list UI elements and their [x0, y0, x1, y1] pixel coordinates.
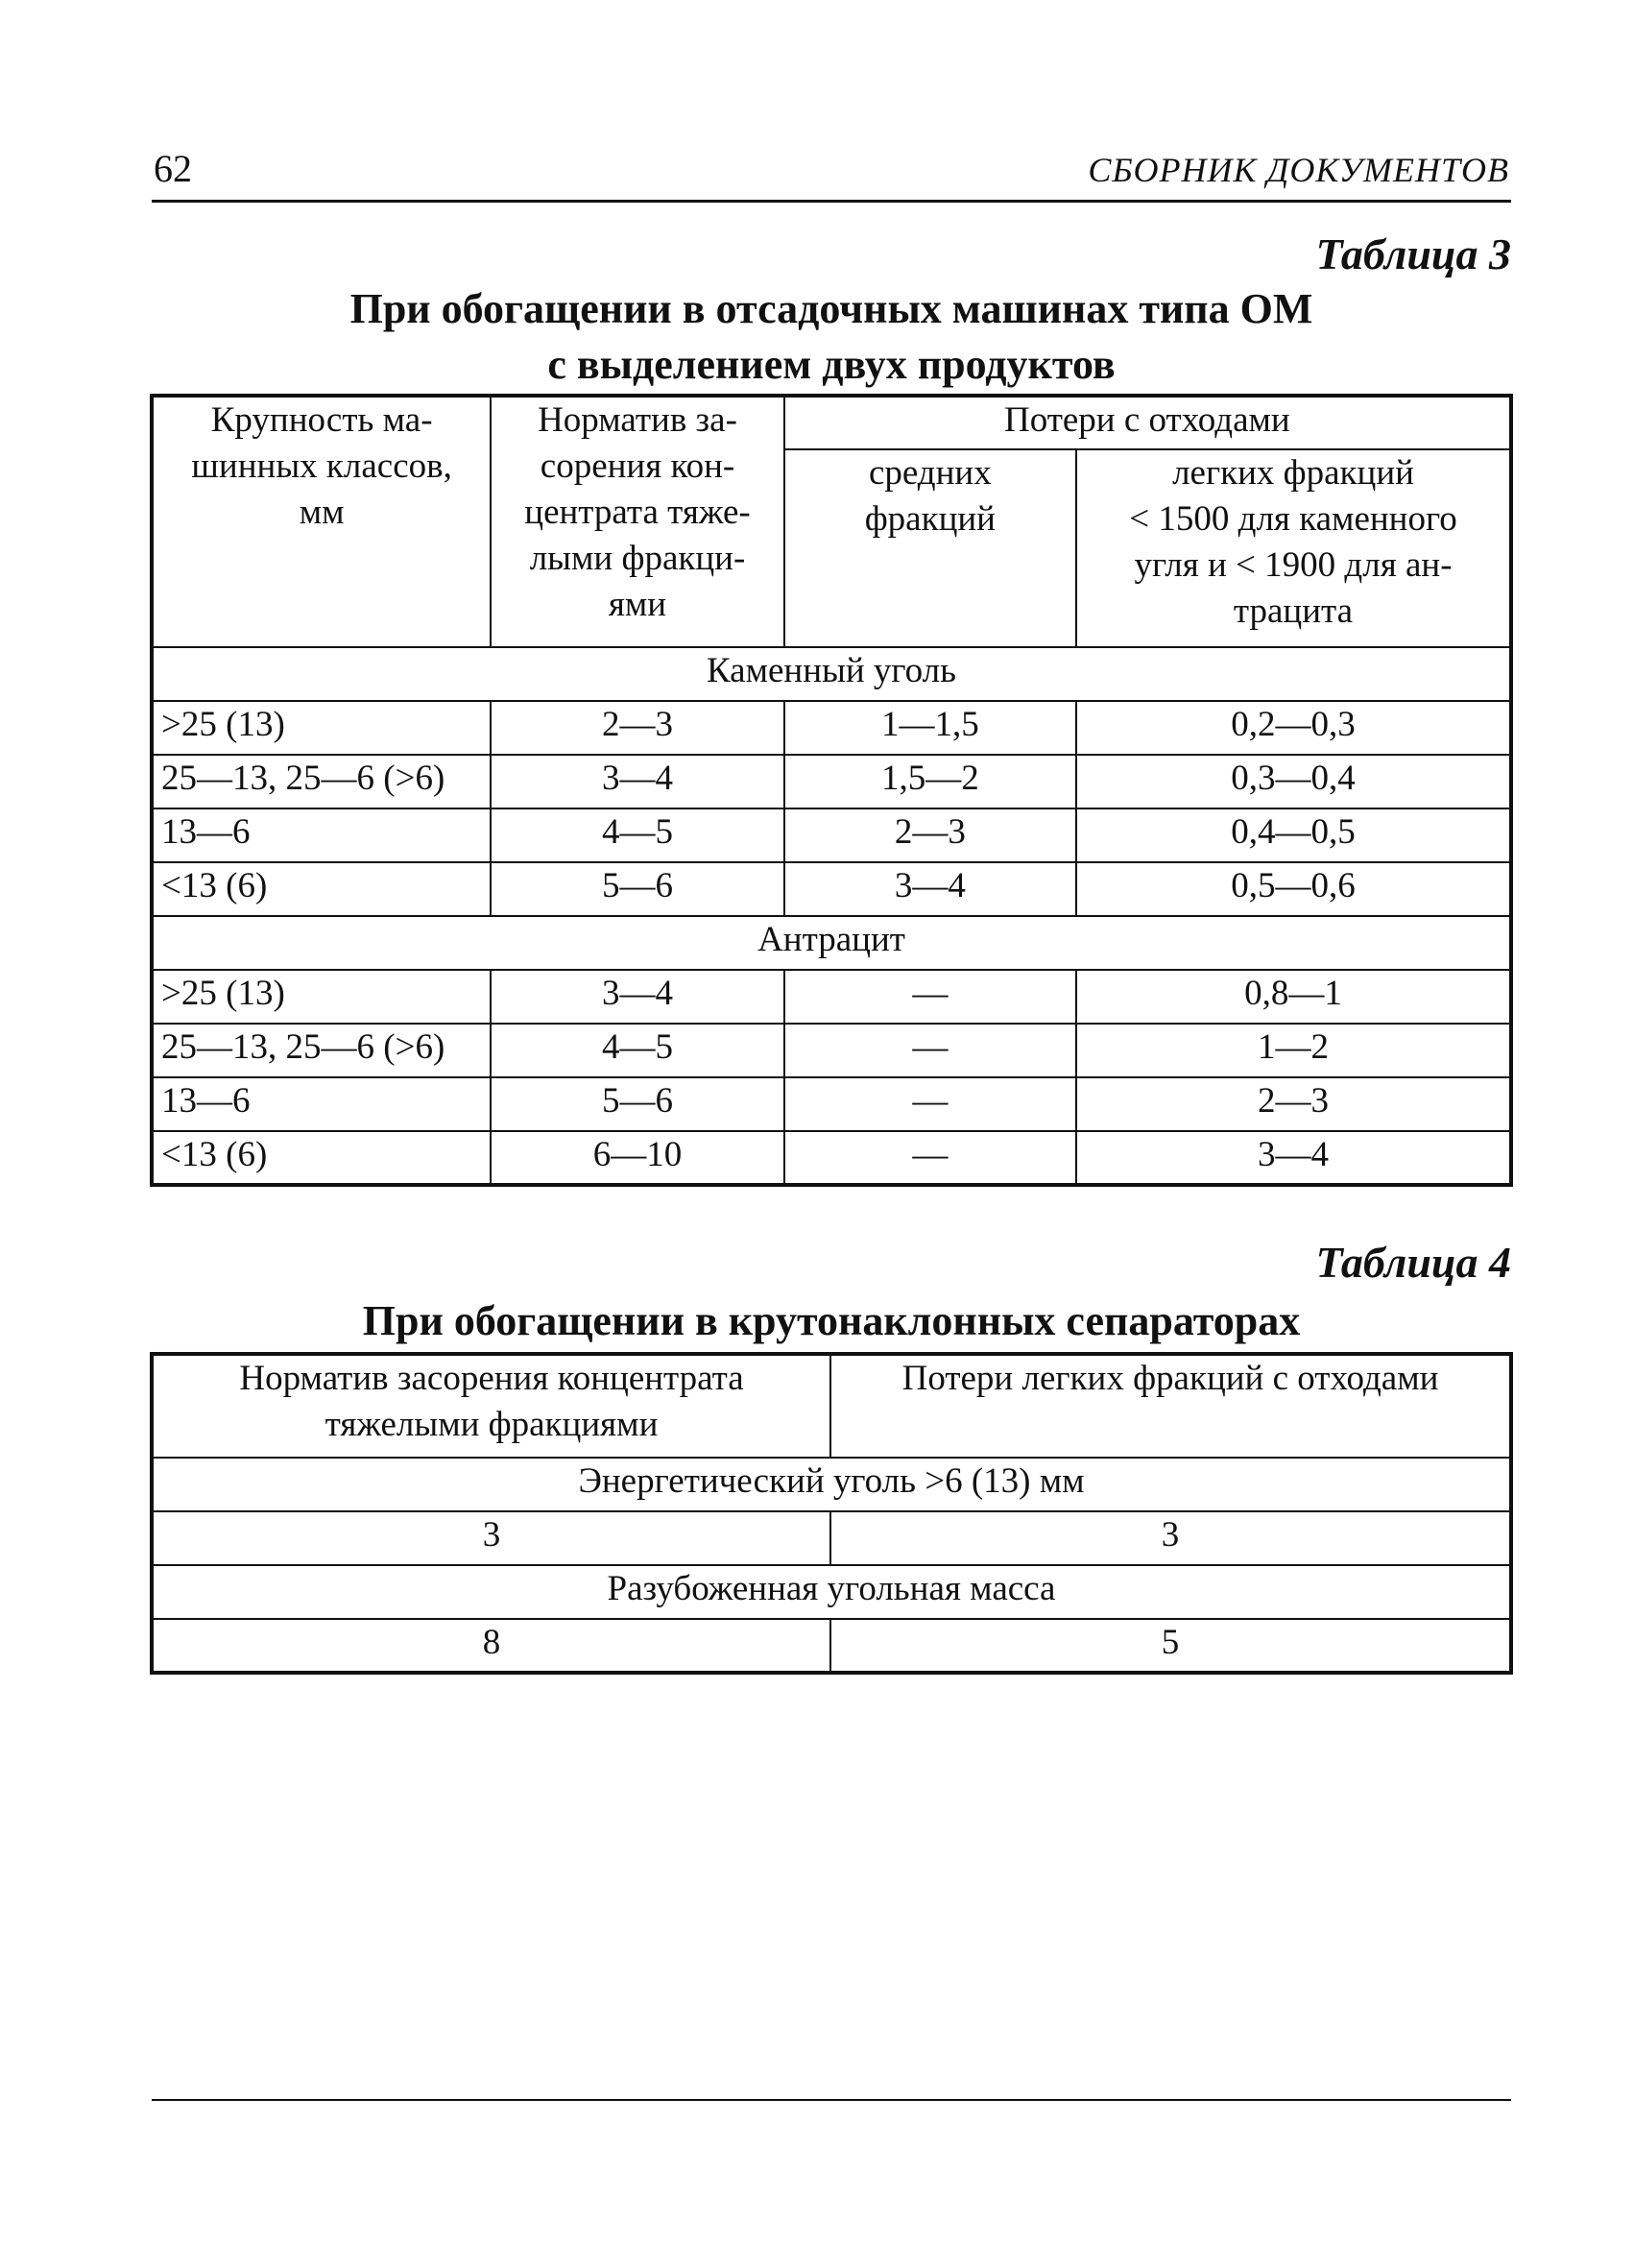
- table3-header-light: легких фракций < 1500 для каменного угля и < 1900 для ан- трацита: [1076, 449, 1511, 647]
- running-head: [152, 140, 1511, 203]
- table4-label: Таблица 4: [1315, 1238, 1511, 1287]
- table-cell: 0,3—0,4: [1076, 755, 1511, 808]
- table-cell: 2—3: [491, 701, 783, 755]
- table3-header-losses: Потери с отходами: [784, 396, 1511, 449]
- table-row: [152, 1077, 1511, 1131]
- page-number: 62: [154, 147, 192, 190]
- table-cell: —: [784, 1024, 1076, 1077]
- table-cell: 3—4: [491, 970, 783, 1024]
- table-cell: >25 (13): [152, 970, 491, 1024]
- table-cell: 5: [830, 1619, 1511, 1673]
- table-cell: 5—6: [491, 862, 783, 916]
- table-cell: 13—6: [152, 1077, 491, 1131]
- table4-section-title: Энергетический уголь >6 (13) мм: [152, 1458, 1511, 1511]
- table-cell: 25—13, 25—6 (>6): [152, 1024, 491, 1077]
- table-cell: —: [784, 1077, 1076, 1131]
- table3-header-size: Крупность ма- шинных классов, мм: [152, 396, 491, 647]
- table3-section-title: Каменный уголь: [152, 647, 1511, 701]
- running-title: СБОРНИК ДОКУМЕНТОВ: [1088, 151, 1509, 189]
- table-cell: 8: [152, 1619, 830, 1673]
- table-cell: 5—6: [491, 1077, 783, 1131]
- table3-header-norm: Норматив за- сорения кон- центрата тяже- лыми фракци- ями: [491, 396, 783, 647]
- table-cell: 0,2—0,3: [1076, 701, 1511, 755]
- table-cell: <13 (6): [152, 1131, 491, 1185]
- footer-rule: [152, 2099, 1511, 2101]
- table-row: [152, 1131, 1511, 1185]
- table-row: [152, 808, 1511, 862]
- table3-label: Таблица 3: [1315, 229, 1511, 278]
- table4: [150, 1352, 1513, 1675]
- table-cell: —: [784, 1131, 1076, 1185]
- table4-header-norm: Норматив засорения концентрата тяжелыми фракциями: [152, 1354, 830, 1458]
- table-cell: 2—3: [784, 808, 1076, 862]
- table-row: [152, 1619, 1511, 1673]
- table-row: [152, 862, 1511, 916]
- table-cell: 1,5—2: [784, 755, 1076, 808]
- table-cell: 3—4: [491, 755, 783, 808]
- table-cell: —: [784, 970, 1076, 1024]
- table3-header-medium: средних фракций: [784, 449, 1076, 647]
- table-cell: 3—4: [784, 862, 1076, 916]
- table-row: [152, 701, 1511, 755]
- table-cell: 25—13, 25—6 (>6): [152, 755, 491, 808]
- table-cell: 3—4: [1076, 1131, 1511, 1185]
- table-cell: 4—5: [491, 808, 783, 862]
- table-cell: 2—3: [1076, 1077, 1511, 1131]
- table-cell: >25 (13): [152, 701, 491, 755]
- table4-section-title: Разубоженная угольная масса: [152, 1565, 1511, 1619]
- table-row: [152, 970, 1511, 1024]
- table3-title-line1: При обогащении в отсадочных машинах типа ОМ: [349, 285, 1313, 332]
- table-cell: 4—5: [491, 1024, 783, 1077]
- table-cell: 1—1,5: [784, 701, 1076, 755]
- table-cell: 1—2: [1076, 1024, 1511, 1077]
- table-cell: 6—10: [491, 1131, 783, 1185]
- table-cell: 3: [152, 1511, 830, 1565]
- table3: [150, 394, 1513, 1187]
- table-cell: <13 (6): [152, 862, 491, 916]
- table3-section-title: Антрацит: [152, 916, 1511, 970]
- table-cell: 3: [830, 1511, 1511, 1565]
- table-row: [152, 1511, 1511, 1565]
- table-cell: 0,4—0,5: [1076, 808, 1511, 862]
- table-cell: 13—6: [152, 808, 491, 862]
- table-cell: 0,8—1: [1076, 970, 1511, 1024]
- table4-header-loss: Потери легких фракций с отходами: [830, 1354, 1511, 1458]
- table4-title: При обогащении в крутонаклонных сепараторах: [362, 1297, 1301, 1344]
- table-row: [152, 1024, 1511, 1077]
- table-cell: 0,5—0,6: [1076, 862, 1511, 916]
- table3-title-line2: с выделением двух продуктов: [547, 341, 1116, 388]
- table-row: [152, 755, 1511, 808]
